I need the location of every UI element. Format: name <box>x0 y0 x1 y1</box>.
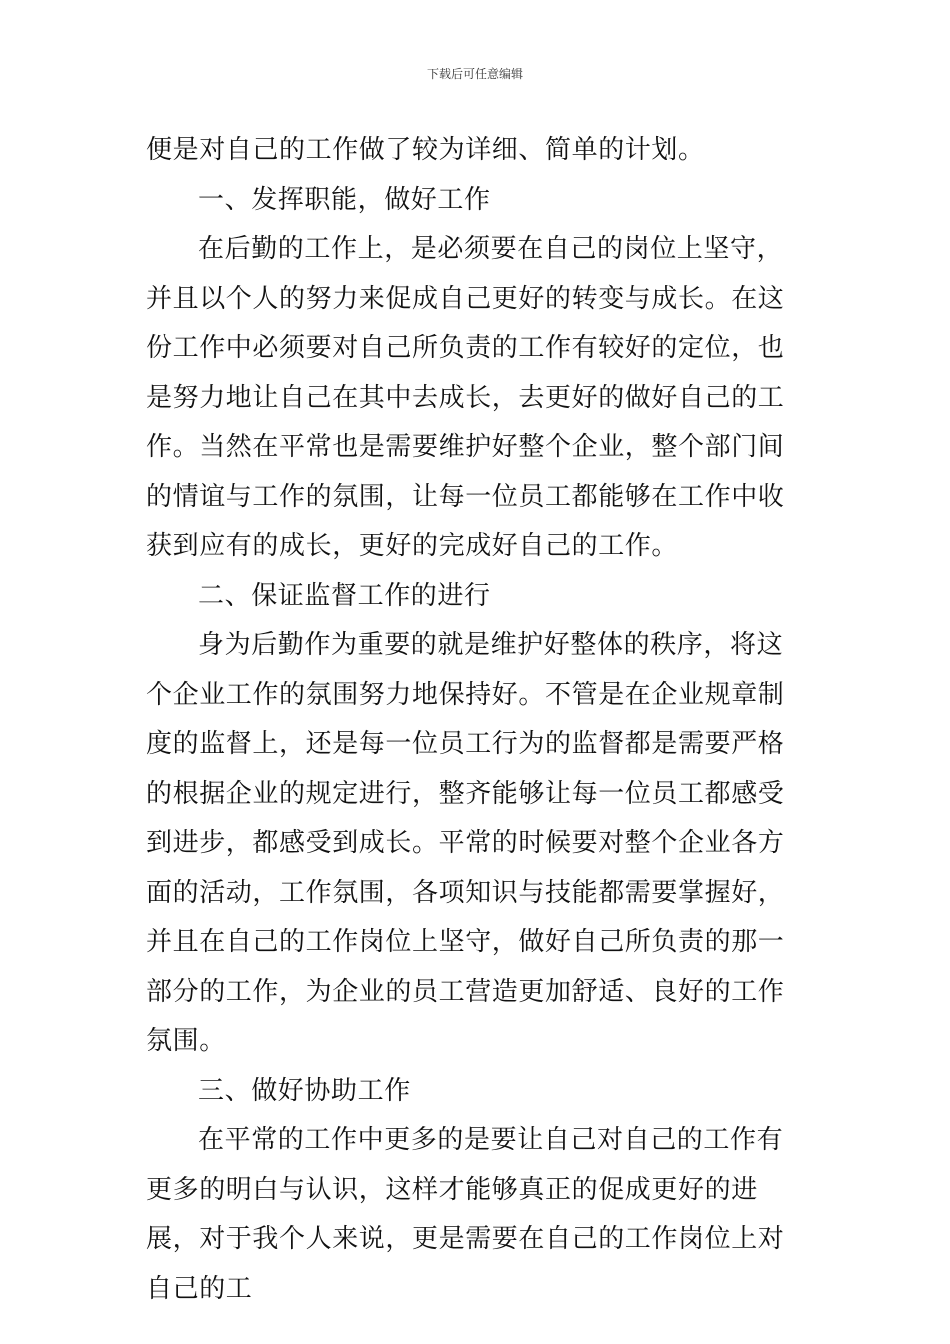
section-heading-2: 二、保证监督工作的进行 <box>198 580 491 611</box>
section-heading-1: 一、发挥职能，做好工作 <box>198 184 491 215</box>
page-header-note: 下载后可任意编辑 <box>426 67 523 81</box>
document-body <box>146 126 806 1314</box>
section-heading-3: 三、做好协助工作 <box>198 1075 411 1106</box>
paragraph-continuation: 便是对自己的工作做了较为详细、简单的计划。 <box>146 135 705 165</box>
paragraph-section-2: 身为后勤作为重要的就是维护好整体的秩序，将这个企业工作的氛围努力地保持好。不管是在企业规章制度的监督上，还是每一位员工行为的监督都是需要严格的根据企业的规定进行，整齐能够让每一位员工都感受到进步，都感受到成长。平常的时候要对整个企业各方面的活动，工作氛围，各项知识与技能都需要掌握好，并且在自己的工作岗位上坚守，做好自己所负责的那一部分的工作，为企业的员工营造更加舒适、良好的工作氛围。 <box>146 630 785 1056</box>
paragraph-section-1: 在后勤的工作上，是必须要在自己的岗位上坚守，并且以个人的努力来促成自己更好的转变与成长。在这份工作中必须要对自己所负责的工作有较好的定位，也是努力地让自己在其中去成长，去更好的做好自己的工作。当然在平常也是需要维护好整个企业，整个部门间的情谊与工作的氛围，让每一位员工都能够在工作中收获到应有的成长，更好的完成好自己的工作。 <box>146 234 785 561</box>
paragraph-section-3: 在平常的工作中更多的是要让自己对自己的工作有更多的明白与认识，这样才能够真正的促成更好的进展，对于我个人来说，更是需要在自己的工作岗位上对自己的工 <box>146 1125 785 1304</box>
